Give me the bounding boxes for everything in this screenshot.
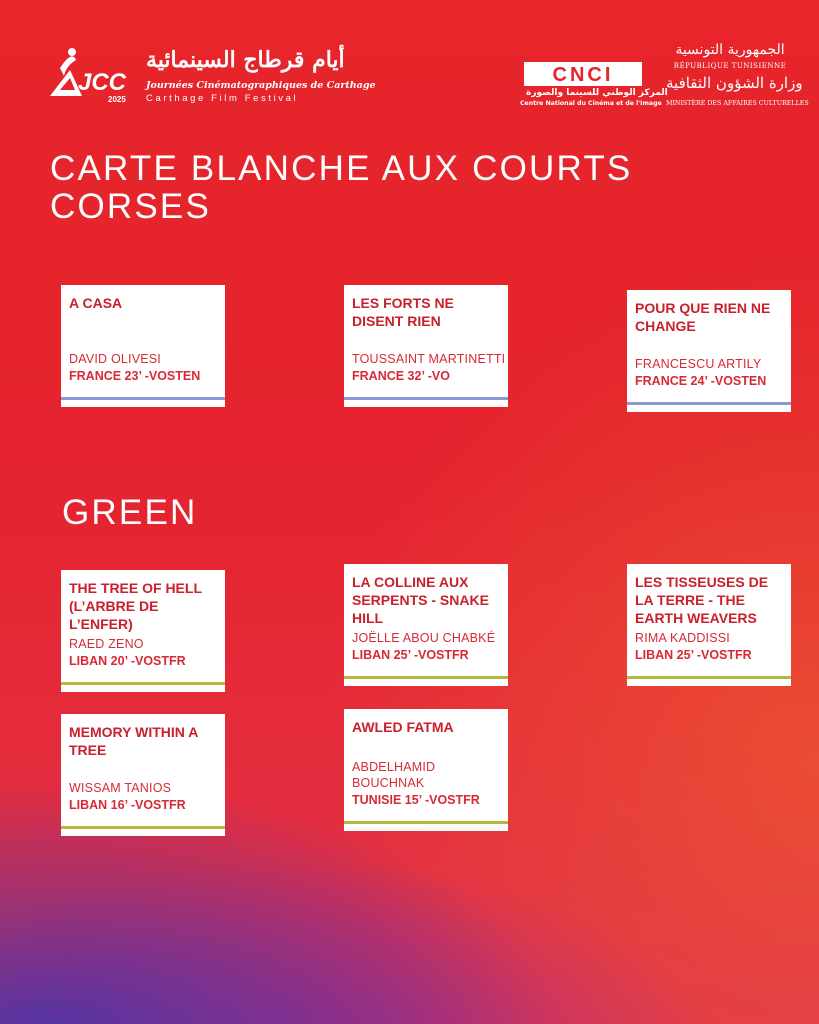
film-card bbox=[344, 564, 508, 686]
film-card bbox=[344, 709, 508, 831]
film-director: JOËLLE ABOU CHABKÉ bbox=[352, 631, 496, 645]
film-title: LA COLLINE AUX SERPENTS - SNAKE HILL bbox=[352, 574, 489, 626]
cnci-logo-text: CNCI bbox=[552, 64, 614, 86]
film-info: LIBAN 20’ -VOSTFR bbox=[69, 654, 186, 668]
film-title: LES TISSEUSES DE LA TERRE - THE EARTH WEAVERS bbox=[635, 574, 769, 626]
film-card bbox=[627, 290, 791, 412]
film-director: TOUSSAINT MARTINETTI bbox=[352, 352, 506, 366]
film-info: TUNISIE 15’ -VOSTFR bbox=[352, 793, 480, 807]
card-accent-bar bbox=[344, 397, 508, 400]
section-title-green: GREEN bbox=[62, 493, 198, 532]
jcc-french-name: Journées Cinématographiques de Carthage bbox=[146, 80, 376, 91]
jcc-english-name: Carthage Film Festival bbox=[146, 93, 299, 104]
film-card bbox=[344, 285, 508, 407]
film-title: A CASA bbox=[69, 295, 123, 311]
film-director: ABDELHAMID BOUCHNAK bbox=[352, 760, 436, 790]
film-director: RAED ZENO bbox=[69, 637, 144, 651]
card-accent-bar bbox=[344, 821, 508, 824]
film-title: THE TREE OF HELL (L’ARBRE DE L’ENFER) bbox=[69, 580, 202, 632]
jcc-year: 2025 bbox=[108, 95, 126, 104]
cnci-logo bbox=[524, 60, 642, 86]
film-title: AWLED FATMA bbox=[352, 719, 454, 735]
film-director: RIMA KADDISSI bbox=[635, 631, 730, 645]
film-card bbox=[61, 285, 225, 407]
jcc-emblem-icon bbox=[46, 46, 136, 104]
republic-arabic: الجمهورية التونسية bbox=[675, 42, 785, 58]
card-accent-bar bbox=[627, 402, 791, 405]
jcc-arabic-name: أيام قرطاج السينمائية bbox=[146, 47, 345, 73]
card-accent-bar bbox=[61, 826, 225, 829]
film-director: WISSAM TANIOS bbox=[69, 781, 172, 795]
film-title: POUR QUE RIEN NE CHANGE bbox=[635, 300, 771, 334]
card-accent-bar bbox=[61, 397, 225, 400]
ministry-arabic: وزارة الشؤون الثقافية bbox=[666, 74, 803, 92]
card-accent-bar bbox=[627, 676, 791, 679]
film-title: MEMORY WITHIN A TREE bbox=[69, 724, 198, 758]
film-card bbox=[627, 564, 791, 686]
film-director: DAVID OLIVESI bbox=[69, 352, 161, 366]
film-info: FRANCE 32’ -VO bbox=[352, 369, 450, 383]
cnci-french-name: Centre National du Cinéma et de l'Image bbox=[520, 100, 662, 107]
film-title: LES FORTS NE DISENT RIEN bbox=[352, 295, 454, 329]
cnci-arabic-name: المركز الوطني للسينما والصورة bbox=[526, 88, 668, 98]
card-accent-bar bbox=[61, 682, 225, 685]
ministry-french: MINISTÈRE DES AFFAIRES CULTURELLES bbox=[666, 100, 809, 107]
film-card bbox=[61, 714, 225, 836]
film-director: FRANCESCU ARTILY bbox=[635, 357, 762, 371]
jcc-logo-text: JCC bbox=[78, 69, 127, 96]
film-info: LIBAN 25’ -VOSTFR bbox=[635, 648, 752, 662]
card-accent-bar bbox=[344, 676, 508, 679]
republic-french: RÉPUBLIQUE TUNISIENNE bbox=[673, 62, 787, 70]
film-card bbox=[61, 570, 225, 692]
film-info: FRANCE 24’ -VOSTEN bbox=[635, 374, 767, 388]
film-info: LIBAN 16’ -VOSTFR bbox=[69, 798, 186, 812]
jcc-logo bbox=[46, 46, 136, 104]
film-info: LIBAN 25’ -VOSTFR bbox=[352, 648, 469, 662]
film-info: FRANCE 23’ -VOSTEN bbox=[69, 369, 201, 383]
section-title-carte-blanche: CARTE BLANCHE AUX COURTS CORSES bbox=[50, 149, 633, 226]
